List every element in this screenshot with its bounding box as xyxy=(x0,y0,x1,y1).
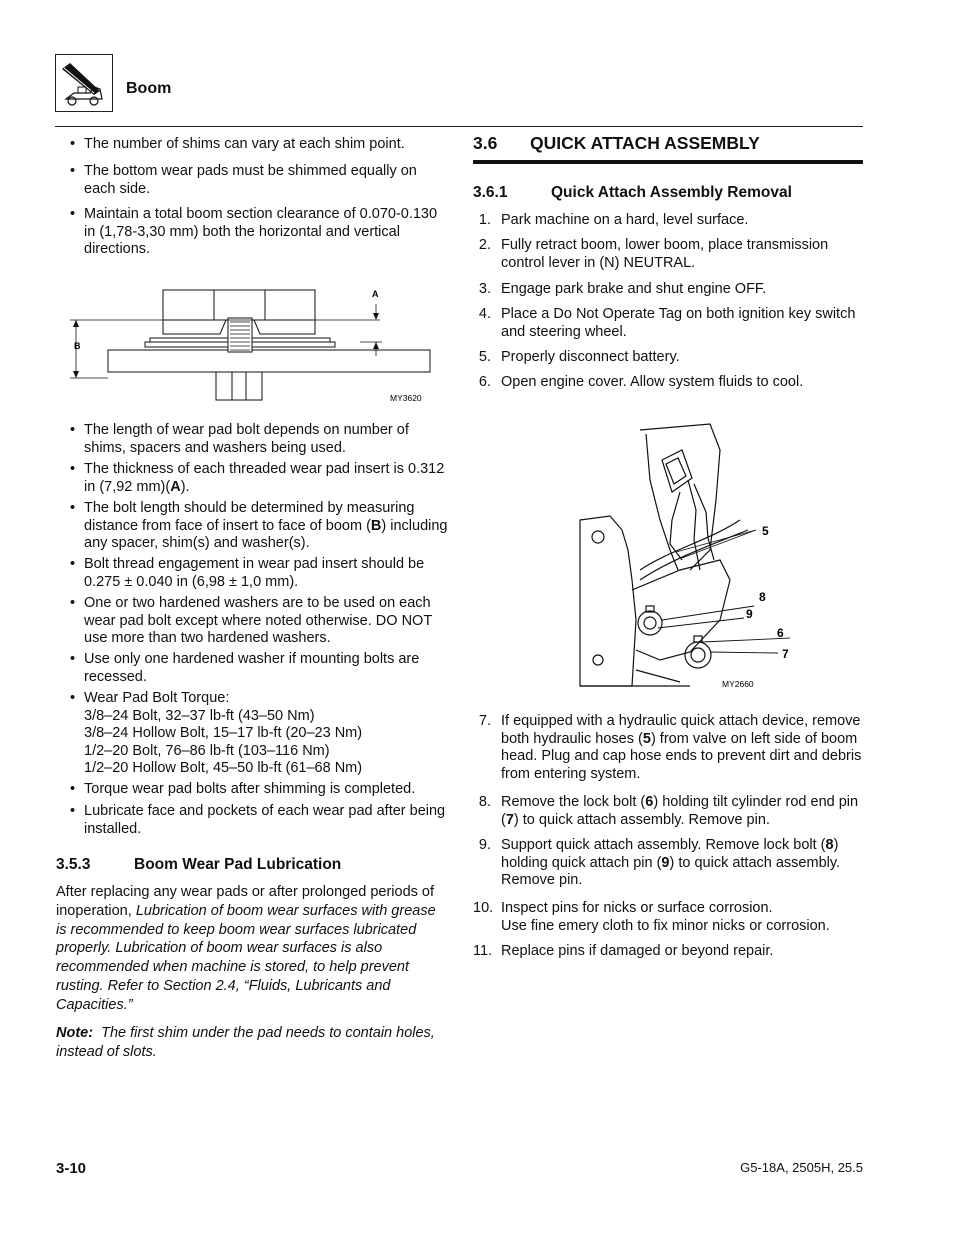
step-number: 2. xyxy=(478,237,491,253)
bullet-text: ). xyxy=(180,478,190,495)
bold-ref: A xyxy=(170,478,181,495)
step-text: Replace pins if damaged or beyond repair. xyxy=(501,943,774,959)
step-item xyxy=(473,943,863,961)
torque-line: 3/8–24 Hollow Bolt, 15–17 lb-ft (20–23 Nm) xyxy=(84,725,363,741)
header-title: Boom xyxy=(126,80,172,97)
lubrication-paragraph xyxy=(56,883,448,1015)
figure-code: MY3620 xyxy=(390,393,422,403)
diagram-label-a: A xyxy=(372,289,379,299)
bold-ref: B xyxy=(370,517,382,534)
diagram-label-b: B xyxy=(74,341,81,351)
bullet-item: • The bottom wear pads must be shimmed equally on each side. xyxy=(56,163,448,198)
bullet-item: • Lubricate face and pockets of each wear pad after being installed. xyxy=(56,803,448,838)
bullet-text: • Wear Pad Bolt Torque: xyxy=(84,690,230,706)
callout-6: 6 xyxy=(777,626,784,640)
step-text: ) holding quick attach pin ( xyxy=(501,837,839,871)
step-text: ) to quick attach assembly. Remove pin. xyxy=(501,854,841,888)
step-text: ) from valve on left side of boom head. Plug and cap hose ends to prevent dirt and debris from entering system. xyxy=(501,730,862,782)
step-text: ) holding tilt cylinder rod end pin ( xyxy=(501,794,859,828)
callout-8: 8 xyxy=(759,590,766,604)
step-text: Open engine cover. Allow system fluids to cool. xyxy=(501,374,804,390)
step-text: Park machine on a hard, level surface. xyxy=(501,212,749,228)
torque-line: 1/2–20 Hollow Bolt, 45–50 lb-ft (61–68 Nm) xyxy=(84,760,363,776)
step-number: 4. xyxy=(478,306,491,322)
step-item xyxy=(473,900,863,935)
step-item xyxy=(473,374,863,392)
step-text: Inspect pins for nicks or surface corrosion. xyxy=(501,900,773,916)
bullet-item: • One or two hardened washers are to be used on each wear pad bolt except where noted otherwise. DO NOT use more than two hardened washers. xyxy=(56,595,448,648)
step-number: 9. xyxy=(478,837,491,853)
step-number: 11. xyxy=(473,943,493,959)
bullet-item: • The length of wear pad bolt depends on number of shims, spacers and washers being used. xyxy=(56,422,448,457)
header-rule xyxy=(55,126,863,127)
step-item xyxy=(473,306,863,341)
note-paragraph xyxy=(56,1024,448,1062)
bullet-item: • Torque wear pad bolts after shimming is completed. xyxy=(56,781,448,799)
quick-attach-diagram xyxy=(570,420,790,695)
bold-ref: 7 xyxy=(505,811,514,828)
subsection-title: Boom Wear Pad Lubrication xyxy=(134,856,342,873)
bullet-item: • Bolt thread engagement in wear pad insert should be 0.275 ± 0.040 in (6,98 ± 1,0 mm). xyxy=(56,556,448,591)
step-number: 6. xyxy=(478,374,491,390)
step-text: Engage park brake and shut engine OFF. xyxy=(501,281,767,297)
figure-code: MY2660 xyxy=(722,679,754,689)
step-number: 7. xyxy=(478,713,491,729)
bullet-text: The bolt length should be determined by measuring distance from face of insert to face of boom ( xyxy=(84,500,415,534)
bold-ref: 5 xyxy=(642,730,651,747)
callout-9: 9 xyxy=(746,607,753,621)
boom-logo xyxy=(55,54,113,112)
bullet-item: • The number of shims can vary at each shim point. xyxy=(56,136,448,154)
step-number: 10. xyxy=(473,900,494,916)
note-text: The first shim under the pad needs to contain holes, instead of slots. xyxy=(56,1025,435,1060)
step-item xyxy=(473,349,863,367)
bold-ref: 6 xyxy=(645,794,654,810)
bullet-item: • Use only one hardened washer if mounting bolts are recessed. xyxy=(56,651,448,686)
step-number: 8. xyxy=(478,794,491,810)
bold-ref: 9 xyxy=(661,854,670,871)
paragraph-italic-text: Lubrication of boom wear surfaces with grease is recommended to keep boom wear surfaces lubricated properly. Lubrication of boom wear surfaces is also recommended when machine is stored, to help prevent rusting. Refer to Section 2.4, “Fluids, Lubricants and Capacities.” xyxy=(56,902,436,1013)
subsection-number: 3.6.1 xyxy=(473,184,508,201)
step-text: Support quick attach assembly. Remove lock bolt ( xyxy=(501,837,826,853)
step-text: Use fine emery cloth to fix minor nicks or corrosion. xyxy=(501,917,830,934)
step-text: Properly disconnect battery. xyxy=(501,349,680,365)
step-item xyxy=(473,281,863,299)
bullet-item xyxy=(56,500,448,553)
step-text: ) to quick attach assembly. Remove pin. xyxy=(513,811,770,828)
note-label: Note: xyxy=(56,1025,94,1041)
paragraph-text: After replacing any wear pads or after prolonged periods of inoperation, xyxy=(56,884,435,919)
step-number: 1. xyxy=(478,212,491,228)
bullet-text: The thickness of each threaded wear pad insert is 0.312 in (7,92 mm)( xyxy=(84,461,445,495)
step-number: 3. xyxy=(478,281,491,297)
torque-line: 3/8–24 Bolt, 32–37 lb-ft (43–50 Nm) xyxy=(84,707,315,724)
callout-7: 7 xyxy=(782,647,789,661)
step-number: 5. xyxy=(478,349,491,365)
section-rule xyxy=(473,160,863,164)
section-number: 3.6 xyxy=(473,133,498,153)
step-text: If equipped with a hydraulic quick attach device, remove both hydraulic hoses ( xyxy=(501,713,861,747)
document-id: G5-18A, 2505H, 25.5 xyxy=(740,1160,863,1175)
torque-line: 1/2–20 Bolt, 76–86 lb-ft (103–116 Nm) xyxy=(84,742,330,759)
subsection-number: 3.5.3 xyxy=(56,856,91,873)
callout-5: 5 xyxy=(762,524,769,538)
step-text: Remove the lock bolt ( xyxy=(501,794,646,810)
step-item xyxy=(473,237,863,272)
page-number: 3-10 xyxy=(56,1160,87,1177)
bullet-item: • Maintain a total boom section clearance of 0.070-0.130 in (1,78-3,30 mm) both the horizontal and vertical directions. xyxy=(56,206,448,259)
bullet-item xyxy=(56,461,448,496)
step-text: Fully retract boom, lower boom, place transmission control lever in (N) NEUTRAL. xyxy=(501,237,829,271)
step-item xyxy=(473,212,863,230)
bold-ref: 8 xyxy=(825,837,834,853)
step-item xyxy=(473,837,863,890)
bullet-item xyxy=(56,690,448,778)
telehandler-icon xyxy=(56,55,112,111)
step-item xyxy=(473,713,863,783)
step-text: Place a Do Not Operate Tag on both ignition key switch and steering wheel. xyxy=(501,306,856,340)
subsection-title: Quick Attach Assembly Removal xyxy=(551,184,792,201)
step-item xyxy=(473,794,863,829)
section-title: QUICK ATTACH ASSEMBLY xyxy=(530,133,760,153)
bullet-text: ) including any spacer, shim(s) and washer(s). xyxy=(84,517,448,551)
wear-pad-diagram xyxy=(60,282,440,406)
